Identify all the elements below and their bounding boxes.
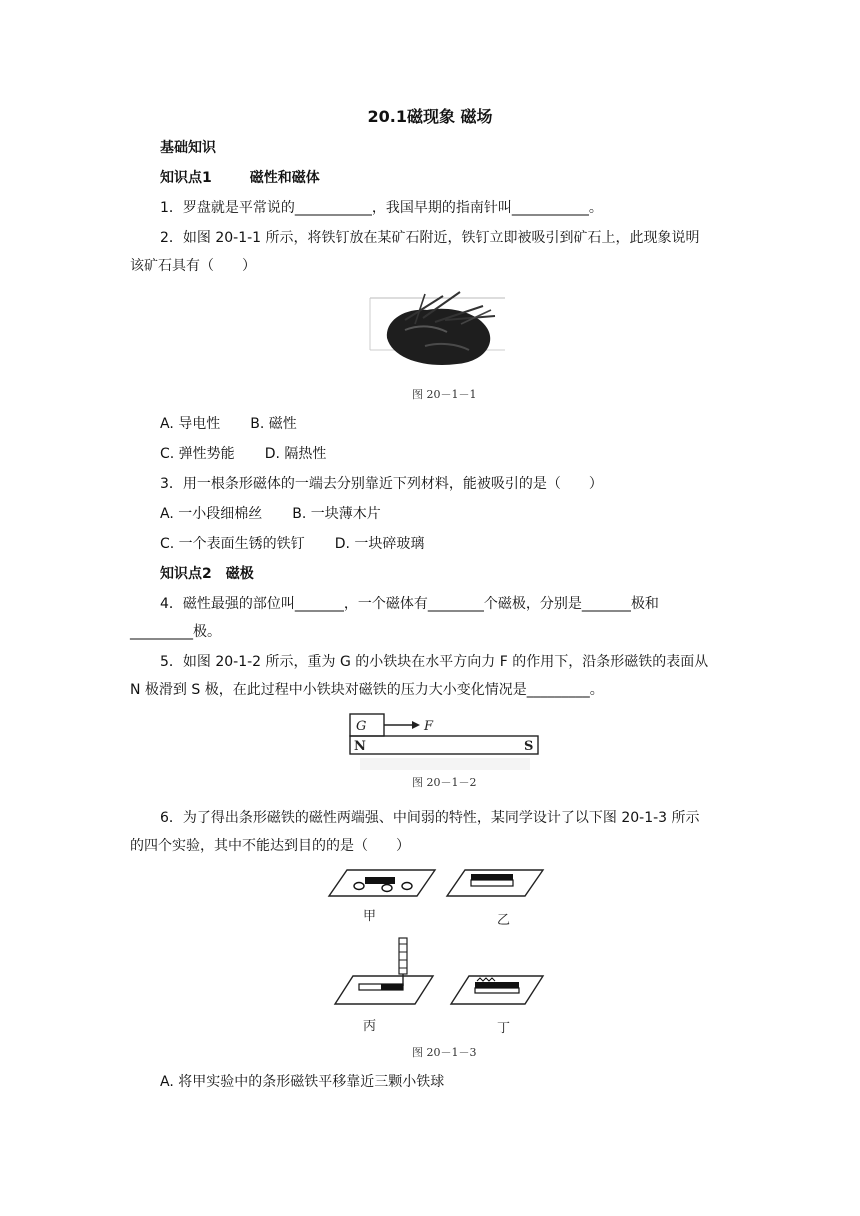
question-6-option-a: A. 将甲实验中的条形磁铁平移靠近三颗小铁球: [160, 1074, 445, 1090]
option-c: C. 弹性势能: [160, 446, 235, 462]
figure-four-experiments: [325, 860, 545, 1050]
kp2-label: 知识点2: [160, 566, 212, 582]
figure-ore-nails: [365, 280, 515, 380]
kp1-label: 知识点1: [160, 170, 212, 186]
question-2-line-1: 2．如图 20-1-1 所示，将铁钉放在某矿石附近，铁钉立即被吸引到矿石上，此现象说明: [160, 230, 700, 246]
question-6-line-2: 的四个实验，其中不能达到目的的是（ ）: [130, 838, 410, 854]
figure-3-caption: 图 20－1－3: [412, 1046, 477, 1059]
question-3: 3．用一根条形磁体的一端去分别靠近下列材料，能被吸引的是（ ）: [160, 476, 603, 492]
option-d: D. 隔热性: [264, 446, 327, 462]
figure-2-caption: 图 20－1－2: [412, 776, 477, 789]
label-yi: 乙: [497, 913, 511, 928]
option-c: C. 一个表面生锈的铁钉: [160, 536, 305, 552]
south-pole-label: S: [524, 739, 534, 754]
question-5-line-2: N 极滑到 S 极，在此过程中小铁块对磁铁的压力大小变化情况是_________。: [130, 682, 604, 698]
north-pole-label: N: [354, 739, 366, 754]
question-3-options-row-1: [160, 504, 730, 524]
knowledge-point-2: [160, 564, 730, 584]
kp1-name: 磁性和磁体: [249, 170, 320, 186]
block-label-g: G: [356, 719, 367, 734]
question-1: 1．罗盘就是平常说的___________，我国早期的指南针叫___________。: [160, 200, 603, 216]
option-a: A. 导电性: [160, 416, 221, 432]
figure-1-caption: 图 20－1－1: [412, 388, 477, 401]
force-label-f: F: [424, 719, 434, 734]
figure-magnet-block: [340, 706, 550, 772]
option-b: B. 一块薄木片: [292, 506, 381, 522]
label-jia: 甲: [363, 909, 377, 924]
option-a: A. 一小段细棉丝: [160, 506, 263, 522]
question-4-line-1: 4．磁性最强的部位叫_______，一个磁体有________个磁极，分别是_______极和: [160, 596, 659, 612]
section-heading: 基础知识: [160, 140, 216, 156]
question-2-options-row-2: [160, 444, 730, 464]
question-2-line-2: 该矿石具有（ ）: [130, 258, 256, 274]
page-title: 20.1磁现象 磁场: [367, 107, 493, 126]
kp2-name: 磁极: [225, 566, 254, 582]
label-bing: 丙: [363, 1019, 377, 1034]
knowledge-point-1: [160, 168, 730, 188]
option-b: B. 磁性: [250, 416, 297, 432]
question-6-line-1: 6．为了得出条形磁铁的磁性两端强、中间弱的特性，某同学设计了以下图 20-1-3 所示: [160, 810, 700, 826]
question-5-line-1: 5．如图 20-1-2 所示，重为 G 的小铁块在水平方向力 F 的作用下，沿条形磁铁的表面从: [160, 654, 709, 670]
label-ding: 丁: [497, 1021, 511, 1036]
option-d: D. 一块碎玻璃: [334, 536, 425, 552]
question-3-options-row-2: [160, 534, 730, 554]
question-4-line-2: _________极。: [130, 624, 221, 640]
question-2-options-row-1: [160, 414, 730, 434]
